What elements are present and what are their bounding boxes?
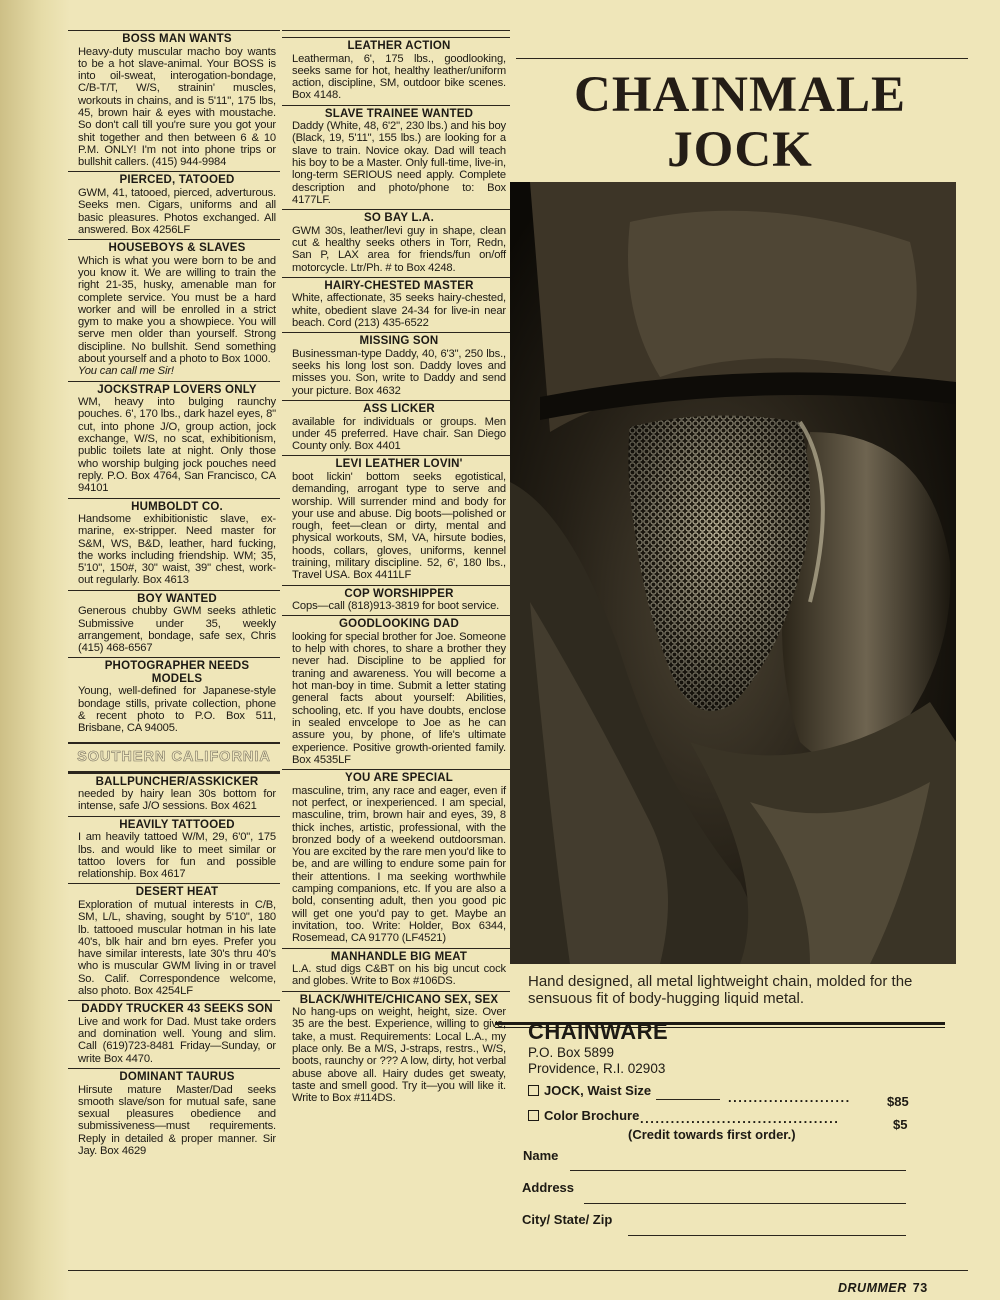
- ad-heading: BOY WANTED: [137, 592, 217, 605]
- advert-caption: Hand designed, all metal lightweight chain, molded for the sensuous fit of body-hugging liquid metal.: [528, 973, 913, 1007]
- ad-heading: HEAVILY TATTOOED: [119, 818, 235, 831]
- ad-heading: SLAVE TRAINEE WANTED: [324, 107, 474, 120]
- ad-heading: DADDY TRUCKER 43 SEEKS SON: [81, 1003, 273, 1016]
- classified-ad: [282, 769, 510, 947]
- order-dots-brochure: .......................................: [640, 1111, 840, 1126]
- ad-body: No hang-ups on weight, height, size. Over 35 are the best. Experience, willing to give, take, a must. Requirements: Local L.A., my place only. Be a M/S, J-straps, restrs., W/S, boots, raunchy or ??? A low, dirty, hot verbal abuse above all. Hairy dudes get sweaty, taste and smell good. Try it—you will like it. Write to Box #114DS.: [292, 1006, 506, 1105]
- ad-body: available for individuals or groups. Men under 45 preferred. Have chair. San Diego County only. Box 4401: [292, 415, 506, 453]
- ads-column-2: [282, 37, 510, 1107]
- ad-heading: LEVI LEATHER LOVIN': [335, 458, 463, 471]
- field-line-name[interactable]: [570, 1170, 906, 1171]
- ad-body: Generous chubby GWM seeks athletic Submissive under 35, weekly arrangement, bondage, safe sex, Chris (415) 468-6567: [78, 605, 276, 655]
- ad-body: I am heavily tattoed W/M, 29, 6'0", 175 lbs. and would like to meet similar or tattoo lovers for fun and possible relationship. Box 4617: [78, 831, 276, 881]
- classified-ad: [282, 209, 510, 277]
- ad-heading: PHOTOGRAPHER NEEDS MODELS: [104, 660, 250, 685]
- field-line-address[interactable]: [584, 1203, 906, 1204]
- ad-heading: BALLPUNCHER/ASSKICKER: [95, 775, 259, 788]
- page-footer: [838, 1281, 928, 1295]
- ad-heading: SO BAY L.A.: [364, 212, 434, 225]
- classifieds-column-1: [68, 30, 280, 1160]
- page-number: 73: [912, 1281, 928, 1295]
- classified-ad: [68, 773, 280, 816]
- classified-ad: [68, 590, 280, 658]
- address-line-1: P.O. Box 5899: [528, 1045, 615, 1060]
- ad-heading: HUMBOLDT CO.: [131, 500, 223, 513]
- ad-body: Live and work for Dad. Must take orders and domination well. Young and slim. Call (619)723-8481 Friday—Sunday, or write Box 4470.: [78, 1015, 276, 1065]
- classified-ad: [68, 498, 280, 590]
- ad-body: Hirsute mature Master/Dad seeks smooth slave/son for mutual safe, sane sexual pleasures obedience and submissiveness—must requirements. Reply in detailed & proper manner. Sir Jay. Box 4629: [78, 1083, 276, 1157]
- ad-body: GWM, 41, tatooed, pierced, adverturous. Seeks men. Cigars, uniforms and all basic pleasures. Photos exchanged. All answered. Box 4256LF: [78, 186, 276, 236]
- field-label-name: Name: [523, 1148, 559, 1163]
- classified-ad: [68, 883, 280, 1000]
- ad-heading: ASS LICKER: [363, 403, 435, 416]
- ad-body: needed by hairy lean 30s bottom for intense, safe J/O sessions. Box 4621: [78, 788, 276, 813]
- ad-body: WM, heavy into bulging raunchy pouches. 6', 170 lbs., dark hazel eyes, 8" cut, into phone J/O, group action, jock exchange, W/S, no scat, exhibitionism, public toilets late at night. Only those who worship bulging jock pouches need reply. P.O. Box 4764, San Francisco, CA 94101: [78, 396, 276, 495]
- field-label-address: Address: [522, 1180, 575, 1195]
- ads-southern: [68, 773, 280, 1161]
- checkbox-jock[interactable]: [528, 1085, 539, 1096]
- classified-ad: [282, 277, 510, 332]
- classified-ad: [282, 332, 510, 400]
- ad-body: GWM 30s, leather/levi guy in shape, clean cut & healthy seeks others in Torr, Redn, San P, LAX area for friends/fun on/off motorcycle. Ltr/Ph. # to Box 4248.: [292, 224, 506, 274]
- advert-title-line1: CHAINMALE: [573, 67, 906, 123]
- advert-address: [528, 1045, 665, 1077]
- classified-ad: [68, 816, 280, 884]
- ad-body: Young, well-defined for Japanese-style bondage stills, private collection, phone & recent photo to P.O. Box 511, Brisbane, CA 94005.: [78, 685, 276, 735]
- product-photo-graphic: [510, 182, 956, 964]
- ad-heading: HAIRY-CHESTED MASTER: [324, 279, 474, 292]
- ad-heading: JOCKSTRAP LOVERS ONLY: [97, 383, 257, 396]
- ad-heading: HOUSEBOYS & SLAVES: [108, 242, 246, 255]
- credit-note: (Credit towards first order.): [628, 1127, 796, 1142]
- ad-heading: GOODLOOKING DAD: [339, 618, 459, 631]
- ad-body: White, affectionate, 35 seeks hairy-chested, white, obedient slave 24-34 for live-in near beach. Cord (213) 435-6522: [292, 292, 506, 330]
- classified-ad: [282, 615, 510, 769]
- order-option-jock[interactable]: [528, 1083, 651, 1098]
- ad-heading: MISSING SON: [359, 335, 439, 348]
- classified-ad: [282, 585, 510, 616]
- classified-ad: [68, 1068, 280, 1160]
- ad-signoff: You can call me Sir!: [78, 365, 174, 378]
- classified-ad: [68, 30, 280, 171]
- ad-heading: LEATHER ACTION: [347, 40, 451, 52]
- classified-ad: [68, 657, 280, 737]
- classified-ad: [68, 239, 280, 380]
- field-label-city-state-zip: City/ State/ Zip: [522, 1212, 613, 1227]
- classifieds-column-2: [282, 30, 510, 1107]
- classified-ad: [68, 381, 280, 498]
- order-dots-jock: ........................: [728, 1090, 851, 1105]
- address-line-2: Providence, R.I. 02903: [528, 1061, 666, 1076]
- waist-size-line[interactable]: [656, 1099, 720, 1100]
- ad-body: Leatherman, 6', 175 lbs., goodlooking, seeks same for hot, healthy leather/uniform action, discipline, SM, outdoor bike scenes. Box 4148.: [292, 52, 506, 102]
- ad-body: Exploration of mutual interests in C/B, SM, L/L, shaving, sought by 5'10", 180 lb. tattooed muscular hotman in his late 40's, blk hair and brn eyes. Prefer you have similar interests, late 30's thru 40's who is muscular GWM living in or travel So. Calif. Correspondence welcome, also photo. Box 4254LF: [78, 898, 276, 998]
- magazine-name: DRUMMER: [838, 1281, 907, 1295]
- classified-ad: [68, 1000, 280, 1068]
- ad-body: Handsome exhibitionistic slave, ex-marine, ex-stripper. Need master for S&M, WS, B&D, leather, hard fucking, the works including friendship. WM; 35, 5'10", 150#, 30" waist, 39" chest, work-out regularly. Box 4613: [78, 513, 276, 587]
- ad-body: Businessman-type Daddy, 40, 6'3", 250 lbs., seeks his long lost son. Daddy loves and misses you. Son, write to Daddy and send your picture. Box 4632: [292, 347, 506, 397]
- classified-ad: [282, 991, 510, 1108]
- section-heading-southern-california: SOUTHERN CALIFORNIA: [68, 742, 280, 773]
- ad-heading: PIERCED, TATOOED: [119, 174, 235, 187]
- ad-body: Heavy-duty muscular macho boy wants to be a hot slave-animal. Your BOSS is into oil-sweat, interogation-bondage, C/B-T/T, W/S, strainin' muscles, workouts in chains, and is 5'11", 175 lbs, 45, brown hair & eyes with moustache. So don't call till you're sure you got your shit together and then between 6 & 10 P.M. ONLY! I'm not into phone trips or bullshit callers. (415) 944-9984: [78, 45, 276, 169]
- product-photo: [510, 182, 956, 964]
- ad-heading: MANHANDLE BIG MEAT: [330, 950, 468, 963]
- classified-ad: [68, 171, 280, 239]
- order-option-brochure[interactable]: [528, 1108, 639, 1123]
- advert-title-line2: JOCK: [667, 122, 813, 178]
- column-top-rule: [282, 30, 510, 37]
- advert-brand: CHAINWARE: [528, 1019, 669, 1044]
- classified-ad: [282, 948, 510, 991]
- ads-northern: [68, 30, 280, 738]
- page-gutter-shadow: [0, 0, 70, 1300]
- order-option-jock-label: JOCK, Waist Size: [544, 1083, 652, 1098]
- order-option-brochure-label: Color Brochure: [544, 1108, 640, 1123]
- footer-rule: [68, 1270, 968, 1271]
- ad-body: Cops—call (818)913-3819 for boot service.: [292, 600, 500, 613]
- ad-heading: COP WORSHIPPER: [344, 587, 454, 600]
- advert-title: [540, 68, 940, 178]
- classified-ad: [282, 37, 510, 105]
- ad-body: Daddy (White, 48, 6'2", 230 lbs.) and his boy (Black, 19, 5'11", 155 lbs.) are looking for a slave to train. Novice okay. Dad will teach his boy to be a Master. Only full-time, live-in, long-term SERIOUS need apply. Complete description and photo/phone to: Box 4177LF.: [292, 120, 506, 206]
- ad-body: looking for special brother for Joe. Someone to help with chores, to share a brother they never had. Discipline to be applied for traning and awareness. You will become a hot man-boy in time. Submit a letter stating general facts about yourself: Abilities, schooling, etc. If you have doubts, enclose in sealed envcelope to Joe as he can assure you, by phone, of life's ultimate experience. Positive growth-oriented family. Box 4535LF: [292, 630, 506, 766]
- classified-ad: [282, 105, 510, 210]
- header-rule: [516, 58, 968, 59]
- ad-body: boot lickin' bottom seeks egotistical, demanding, arrogant type to serve and worship. Will surrender mind and body for your use and abuse. Dig boots—polished or rough, feet—clean or dirty, mental and physical workouts, SM, VA, hirsute bodies, hoods, collars, gloves, uniforms, kennel training, military discipline. 52, 6', 180 lbs., Travel USA. Box 4411LF: [292, 470, 506, 582]
- classified-ad: [282, 400, 510, 455]
- ad-body: masculine, trim, any race and eager, even if not perfect, or inexperienced. I am special, masculine, trim, brown hair and eyes, 39, 8 thick inches, artistic, professional, with the bronzed body of a weekend outdoorsman. You are excited by the rare men you'd like to be, and are willing to endure some pain for their attentions. I ma seeking worthwhile camping companions, etc. If you are also a bold, consenting adult, then you good pic will get one you'd pay to get. Maybe an invitation, too. Write: Holder, Box 6344, Rosemead, CA 91770 (LF4521): [292, 784, 506, 945]
- checkbox-brochure[interactable]: [528, 1110, 539, 1121]
- price-brochure: $5: [893, 1117, 908, 1132]
- ad-heading: DOMINANT TAURUS: [119, 1071, 235, 1083]
- ad-heading: BLACK/WHITE/CHICANO SEX, SEX: [299, 993, 499, 1006]
- ad-heading: BOSS MAN WANTS: [122, 33, 232, 45]
- price-jock: $85: [887, 1094, 909, 1109]
- ad-heading: YOU ARE SPECIAL: [344, 772, 453, 785]
- field-line-city-state-zip[interactable]: [628, 1235, 906, 1236]
- classified-ad: [282, 455, 510, 584]
- ad-body: Which is what you were born to be and you know it. We are willing to train the right 21-35, husky, amenable man for complete service. You must be a hard worker and will be enrolled in a strict gym to make you a showpiece. You will serve men older than yourself. Strong discipline. No bullshit. Send something about yourself and a photo to Box 1000.: [78, 254, 276, 366]
- ad-heading: DESERT HEAT: [135, 886, 219, 899]
- ad-body: L.A. stud digs C&BT on his big uncut cock and globes. Write to Box #106DS.: [292, 963, 506, 988]
